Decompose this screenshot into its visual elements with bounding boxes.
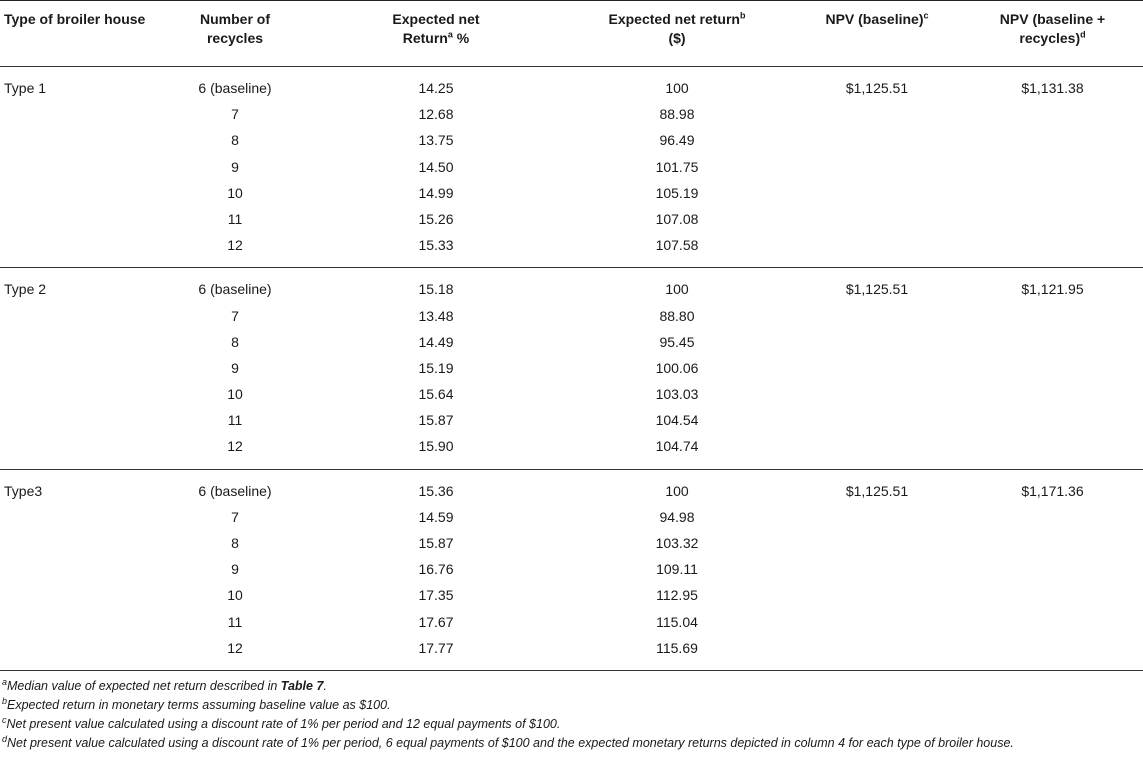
cell-npv-recycles bbox=[962, 584, 1143, 610]
table-row bbox=[0, 558, 1143, 584]
cell-type bbox=[0, 435, 160, 461]
cell-expected-pct: 15.19 bbox=[418, 359, 454, 376]
cell-npv-baseline: $1,125.51 bbox=[845, 482, 909, 499]
cell-expected-pct: 15.26 bbox=[418, 210, 454, 227]
cell-npv-baseline bbox=[792, 234, 962, 260]
cell-npv-baseline bbox=[792, 331, 962, 357]
cell-npv-baseline: $1,125.51 bbox=[845, 80, 909, 96]
cell-type bbox=[0, 637, 160, 663]
footnote-d: $^d$Net present value calculated using a discount rate of 1% per period, 6 equal payments of $100 and the expected monetary returns depicted in column 4 for each type of broiler house. bbox=[2, 733, 1014, 750]
cell-expected-pct: 12.68 bbox=[418, 106, 454, 123]
cell-type bbox=[0, 331, 160, 357]
table-row bbox=[0, 234, 1143, 260]
cell-recycles: 10 bbox=[227, 184, 243, 201]
cell-expected-pct: 17.35 bbox=[418, 587, 454, 604]
cell-npv-baseline bbox=[792, 435, 962, 461]
cell-type bbox=[0, 103, 160, 129]
cell-npv-baseline bbox=[792, 611, 962, 637]
cell-npv-recycles bbox=[962, 234, 1143, 260]
cell-expected-pct: 15.18 bbox=[418, 281, 454, 298]
cell-type bbox=[0, 409, 160, 435]
cell-npv-recycles bbox=[962, 532, 1143, 558]
table-row bbox=[0, 305, 1143, 331]
cell-npv-recycles bbox=[962, 305, 1143, 331]
cell-expected-pct: 14.99 bbox=[418, 184, 454, 201]
cell-expected-pct: 13.48 bbox=[418, 307, 454, 324]
cell-npv-baseline bbox=[792, 156, 962, 182]
cell-npv-recycles bbox=[962, 409, 1143, 435]
cell-npv-recycles: $1,171.36 bbox=[1021, 482, 1084, 499]
table-row bbox=[0, 156, 1143, 182]
cell-npv-recycles bbox=[962, 637, 1143, 663]
cell-type bbox=[0, 208, 160, 234]
cell-expected-dollars: 100 bbox=[665, 482, 689, 499]
cell-expected-dollars: 109.11 bbox=[656, 561, 698, 578]
table-row bbox=[0, 584, 1143, 610]
cell-type bbox=[0, 532, 160, 558]
cell-recycles: 12 bbox=[227, 237, 243, 254]
cell-recycles: 7 bbox=[231, 508, 239, 525]
cell-expected-dollars: 103.32 bbox=[655, 535, 699, 551]
cell-npv-recycles bbox=[962, 611, 1143, 637]
cell-recycles: 9 bbox=[231, 158, 239, 175]
table-row bbox=[0, 129, 1143, 155]
table-row bbox=[0, 383, 1143, 409]
cell-npv-recycles bbox=[962, 435, 1143, 461]
cell-recycles: 6 (baseline) bbox=[198, 482, 272, 499]
cell-npv-recycles bbox=[962, 506, 1143, 532]
cell-npv-recycles bbox=[962, 357, 1143, 383]
table-row bbox=[0, 637, 1143, 663]
cell-npv-recycles bbox=[962, 103, 1143, 129]
cell-expected-pct: 17.67 bbox=[418, 613, 454, 630]
cell-npv-baseline bbox=[792, 103, 962, 129]
cell-expected-dollars: 115.69 bbox=[656, 639, 698, 656]
cell-expected-pct: 17.77 bbox=[418, 639, 454, 656]
cell-expected-pct: 14.25 bbox=[418, 80, 454, 96]
cell-expected-dollars: 103.03 bbox=[655, 386, 699, 403]
cell-expected-dollars: 107.58 bbox=[655, 237, 699, 254]
cell-recycles: 8 bbox=[231, 535, 239, 551]
cell-expected-dollars: 88.98 bbox=[659, 106, 695, 123]
header-npv-baseline: NPV (baseline)$^c$ bbox=[825, 10, 929, 27]
cell-recycles: 12 bbox=[227, 639, 243, 656]
cell-npv-baseline bbox=[792, 506, 962, 532]
cell-expected-dollars: 95.45 bbox=[659, 333, 695, 350]
cell-recycles: 10 bbox=[227, 587, 243, 604]
cell-type bbox=[0, 182, 160, 208]
cell-npv-baseline bbox=[792, 208, 962, 234]
cell-expected-dollars: 88.80 bbox=[659, 307, 695, 324]
cell-npv-recycles bbox=[962, 208, 1143, 234]
cell-expected-pct: 15.87 bbox=[418, 412, 454, 429]
table-row bbox=[0, 182, 1143, 208]
cell-npv-recycles: $1,121.95 bbox=[1021, 281, 1084, 298]
table-group bbox=[0, 470, 1143, 671]
cell-recycles: 11 bbox=[227, 210, 243, 227]
table-row bbox=[0, 77, 1143, 103]
cell-expected-dollars: 105.19 bbox=[655, 184, 699, 201]
cell-type bbox=[0, 156, 160, 182]
cell-type bbox=[0, 611, 160, 637]
cell-npv-recycles bbox=[962, 331, 1143, 357]
cell-npv-baseline bbox=[792, 182, 962, 208]
header-expected-pct: Expected net Return$^a$ % bbox=[392, 11, 480, 46]
table-row bbox=[0, 435, 1143, 461]
cell-expected-pct: 15.64 bbox=[418, 386, 454, 403]
table-row bbox=[0, 208, 1143, 234]
cell-recycles: 8 bbox=[231, 333, 239, 350]
table-row bbox=[0, 506, 1143, 532]
cell-expected-dollars: 107.08 bbox=[655, 210, 699, 227]
cell-expected-pct: 16.76 bbox=[418, 561, 454, 578]
cell-npv-recycles bbox=[962, 558, 1143, 584]
cell-type bbox=[0, 305, 160, 331]
cell-npv-baseline bbox=[792, 305, 962, 331]
cell-type: Type 1 bbox=[4, 80, 47, 96]
cell-npv-baseline bbox=[792, 383, 962, 409]
cell-expected-dollars: 96.49 bbox=[659, 132, 695, 149]
table-row bbox=[0, 357, 1143, 383]
cell-expected-dollars: 94.98 bbox=[659, 508, 695, 525]
cell-type bbox=[0, 357, 160, 383]
table-row bbox=[0, 331, 1143, 357]
cell-npv-baseline bbox=[792, 357, 962, 383]
table-row bbox=[0, 480, 1143, 506]
cell-npv-recycles bbox=[962, 383, 1143, 409]
cell-expected-pct: 14.59 bbox=[418, 508, 454, 525]
cell-expected-dollars: 112.95 bbox=[656, 587, 698, 604]
cell-type bbox=[0, 234, 160, 260]
header-recycles: Number of recycles bbox=[200, 11, 270, 46]
cell-recycles: 10 bbox=[227, 386, 243, 403]
cell-npv-baseline bbox=[792, 409, 962, 435]
cell-expected-pct: 15.36 bbox=[418, 482, 454, 499]
table-row bbox=[0, 278, 1143, 304]
cell-npv-recycles bbox=[962, 156, 1143, 182]
cell-npv-baseline bbox=[792, 637, 962, 663]
cell-recycles: 9 bbox=[231, 561, 239, 578]
table-row bbox=[0, 532, 1143, 558]
cell-npv-baseline: $1,125.51 bbox=[845, 281, 909, 298]
cell-npv-recycles: $1,131.38 bbox=[1021, 80, 1084, 96]
cell-type: Type 2 bbox=[4, 281, 47, 298]
cell-npv-baseline bbox=[792, 532, 962, 558]
cell-expected-pct: 15.90 bbox=[418, 438, 454, 455]
cell-recycles: 9 bbox=[231, 359, 239, 376]
cell-expected-dollars: 100.06 bbox=[655, 359, 699, 376]
cell-expected-dollars: 100 bbox=[665, 80, 689, 96]
cell-expected-pct: 14.49 bbox=[418, 333, 454, 350]
header-type: Type of broiler house bbox=[4, 11, 146, 27]
cell-type bbox=[0, 129, 160, 155]
cell-expected-pct: 15.87 bbox=[418, 535, 454, 551]
table-group bbox=[0, 268, 1143, 469]
cell-expected-pct: 14.50 bbox=[418, 158, 454, 175]
cell-type bbox=[0, 584, 160, 610]
header-expected-dollars: Expected net return$^b$ ($) bbox=[608, 10, 746, 46]
table-group bbox=[0, 67, 1143, 268]
cell-npv-baseline bbox=[792, 584, 962, 610]
footnotes bbox=[0, 671, 1143, 753]
cell-npv-recycles bbox=[962, 129, 1143, 155]
cell-expected-dollars: 104.74 bbox=[655, 438, 699, 455]
table-body bbox=[0, 67, 1143, 671]
header-npv-recycles: NPV (baseline + recycles)$^d$ bbox=[999, 11, 1106, 46]
cell-recycles: 7 bbox=[231, 106, 239, 123]
cell-expected-pct: 13.75 bbox=[418, 132, 454, 149]
cell-type bbox=[0, 506, 160, 532]
cell-recycles: 11 bbox=[227, 613, 243, 630]
cell-expected-dollars: 100 bbox=[665, 281, 689, 298]
cell-type: Type3 bbox=[4, 482, 43, 499]
cell-recycles: 11 bbox=[227, 412, 243, 429]
cell-recycles: 12 bbox=[227, 438, 243, 455]
cell-npv-baseline bbox=[792, 129, 962, 155]
cell-type bbox=[0, 383, 160, 409]
table-header bbox=[0, 0, 1143, 67]
table-row bbox=[0, 409, 1143, 435]
footnote-b: $^b$Expected return in monetary terms assuming baseline value as $100. bbox=[2, 695, 391, 712]
cell-expected-dollars: 101.75 bbox=[655, 158, 699, 175]
cell-recycles: 8 bbox=[231, 132, 239, 149]
cell-recycles: 7 bbox=[231, 307, 239, 324]
cell-type bbox=[0, 558, 160, 584]
cell-npv-baseline bbox=[792, 558, 962, 584]
cell-recycles: 6 (baseline) bbox=[198, 80, 272, 96]
footnote-a: $^a$Median value of expected net return described in Table 7. bbox=[2, 676, 327, 693]
cell-npv-recycles bbox=[962, 182, 1143, 208]
table-row bbox=[0, 611, 1143, 637]
cell-expected-dollars: 104.54 bbox=[655, 412, 699, 429]
table-row bbox=[0, 103, 1143, 129]
footnote-c: $^c$Net present value calculated using a discount rate of 1% per period and 12 equal payments of $100. bbox=[2, 714, 561, 731]
cell-expected-pct: 15.33 bbox=[418, 237, 454, 254]
cell-expected-dollars: 115.04 bbox=[656, 613, 698, 630]
cell-recycles: 6 (baseline) bbox=[198, 281, 272, 298]
